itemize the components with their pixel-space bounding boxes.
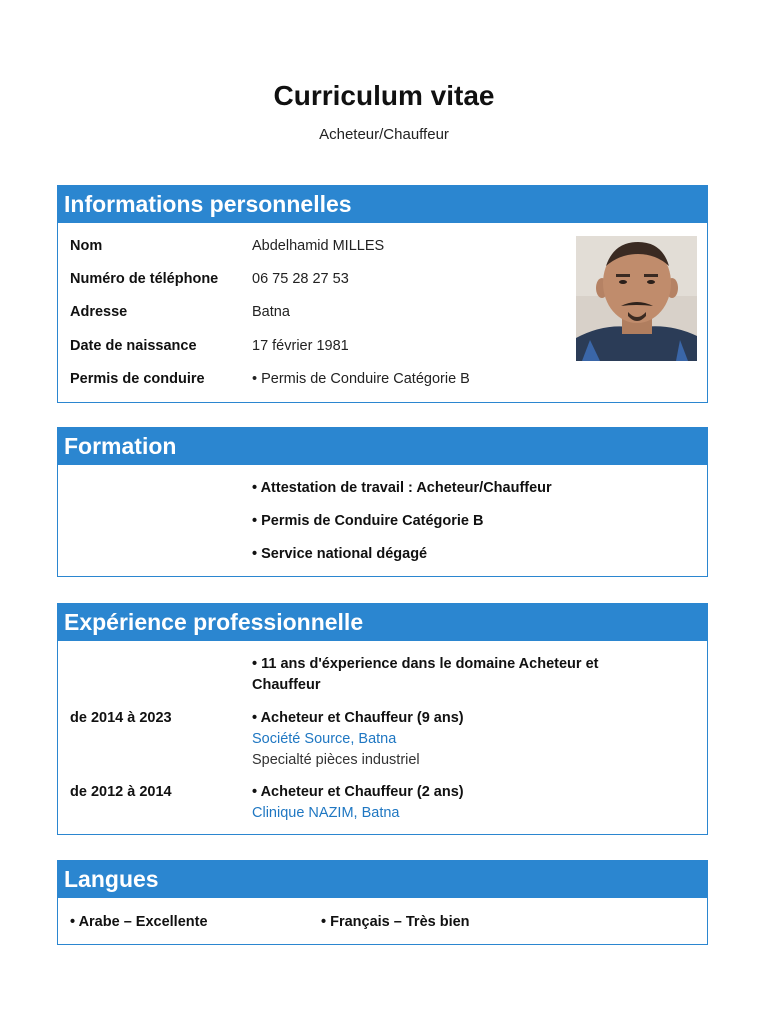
page-title: Curriculum vitae bbox=[273, 80, 495, 111]
field-value-name: Abdelhamid MILLES bbox=[252, 238, 385, 254]
field-label-birthdate: Date de naissance bbox=[70, 338, 197, 354]
job-title: • Acheteur et Chauffeur (2 ans) bbox=[252, 784, 464, 800]
job-detail: Specialté pièces industriel bbox=[252, 752, 420, 768]
language-item: • Arabe – Excellente bbox=[70, 914, 208, 930]
formation-item: • Service national dégagé bbox=[252, 546, 428, 562]
field-label-name: Nom bbox=[70, 238, 103, 254]
section-personal-info bbox=[57, 185, 708, 403]
section-languages bbox=[57, 860, 708, 945]
job-period: de 2012 à 2014 bbox=[70, 784, 172, 800]
portrait-photo bbox=[576, 236, 697, 361]
field-value-birthdate: 17 février 1981 bbox=[252, 338, 349, 354]
section-formation bbox=[57, 427, 708, 577]
field-value-license: • Permis de Conduire Catégorie B bbox=[252, 371, 470, 387]
section-heading: Informations personnelles bbox=[58, 186, 707, 223]
section-heading: Langues bbox=[58, 861, 707, 898]
field-label-license: Permis de conduire bbox=[70, 371, 205, 387]
job-company: Clinique NAZIM, Batna bbox=[252, 805, 400, 821]
field-label-address: Adresse bbox=[70, 304, 128, 320]
experience-summary-continued: Chauffeur bbox=[252, 677, 321, 693]
field-value-phone: 06 75 28 27 53 bbox=[252, 271, 349, 287]
formation-item: • Attestation de travail : Acheteur/Chauffeur bbox=[252, 480, 552, 496]
formation-item: • Permis de Conduire Catégorie B bbox=[252, 513, 484, 529]
experience-summary: • 11 ans d'éxperience dans le domaine Acheteur et bbox=[252, 656, 599, 672]
field-value-address: Batna bbox=[252, 304, 290, 320]
section-heading: Expérience professionnelle bbox=[58, 604, 707, 641]
job-company: Société Source, Batna bbox=[252, 731, 397, 747]
job-title: • Acheteur et Chauffeur (9 ans) bbox=[252, 710, 464, 726]
page-subtitle: Acheteur/Chauffeur bbox=[319, 126, 449, 143]
language-item: • Français – Très bien bbox=[321, 914, 470, 930]
section-heading: Formation bbox=[58, 428, 707, 465]
job-period: de 2014 à 2023 bbox=[70, 710, 172, 726]
section-experience bbox=[57, 603, 708, 835]
field-label-phone: Numéro de téléphone bbox=[70, 271, 219, 287]
